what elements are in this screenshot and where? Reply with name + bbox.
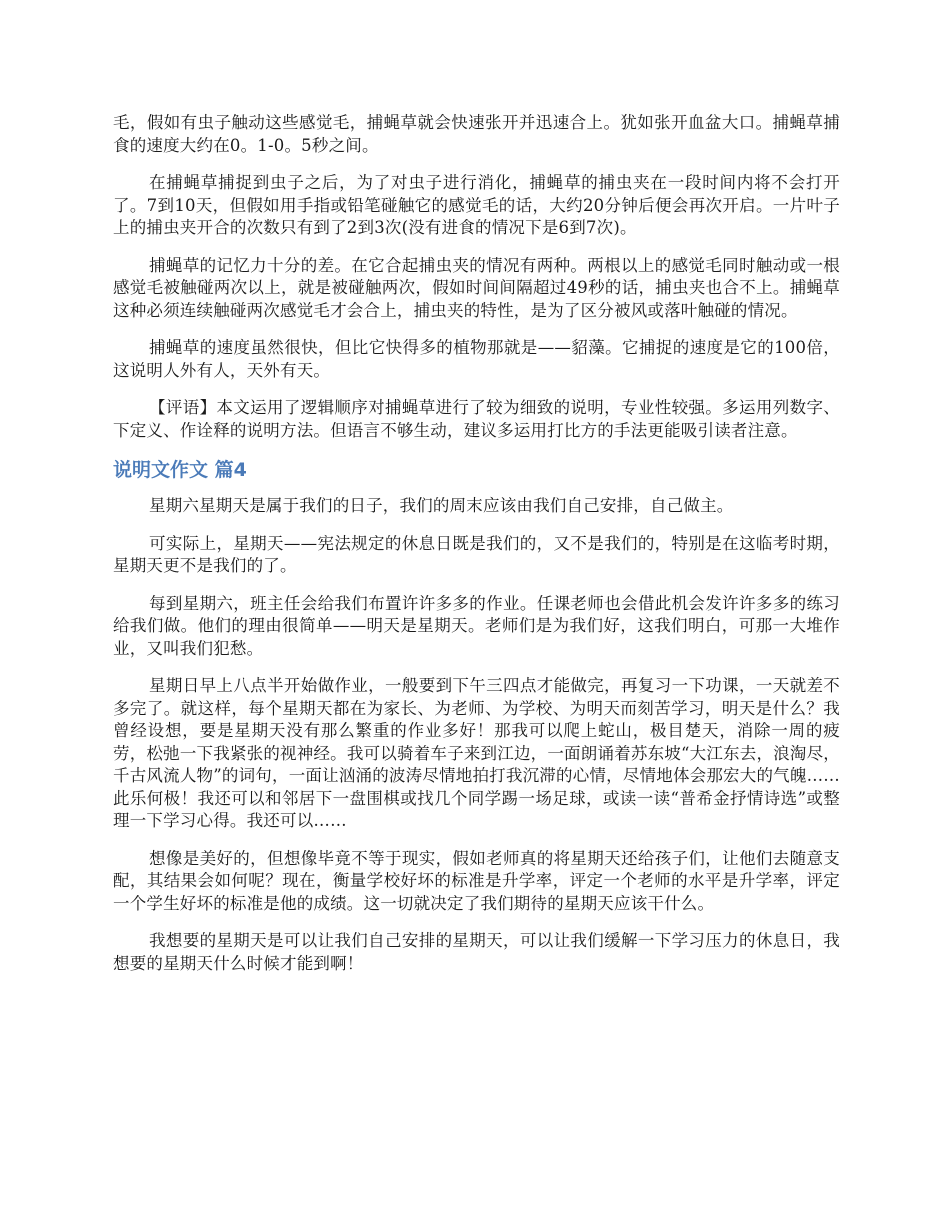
comment-paragraph: 【评语】本文运用了逻辑顺序对捕蝇草进行了较为细致的说明，专业性较强。多运用列数字、下定义、作诠释的说明方法。但语言不够生动，建议多运用打比方的手法更能吸引读者注意。 bbox=[113, 398, 840, 440]
paragraph: 星期日早上八点半开始做作业，一般要到下午三四点才能做完，再复习一下功课，一天就差不多完了。就这样，每个星期天都在为家长、为老师、为学校、为明天而刻苦学习，明天是什么？我曾经设想，要是星期天没有那么繁重的作业多好！那我可以爬上蛇山，极目楚天，消除一周的疲劳，松弛一下我紧张的视神经。我可以骑着车子来到江边，一面朗诵着苏东坡“大江东去，浪淘尽，千古风流人物”的词句，一面让汹涌的波涛尽情地拍打我沉滞的心情，尽情地体会那宏大的气魄……此乐何极！我还可以和邻居下一盘围棋或找几个同学踢一场足球，或读一读“普希金抒情诗选”或整理一下学习心得。我还可以…… bbox=[113, 676, 840, 830]
paragraph: 星期六星期天是属于我们的日子，我们的周末应该由我们自己安排，自己做主。 bbox=[149, 496, 734, 515]
document-body bbox=[113, 112, 840, 990]
paragraph: 捕蝇草的速度虽然很快，但比它快得多的植物那就是——貂藻。它捕捉的速度是它的100倍，这说明人外有人，天外有天。 bbox=[113, 338, 840, 380]
paragraph: 我想要的星期天是可以让我们自己安排的星期天，可以让我们缓解一下学习压力的休息日，我想要的星期天什么时候才能到啊！ bbox=[113, 931, 840, 973]
paragraph: 毛，假如有虫子触动这些感觉毛，捕蝇草就会快速张开并迅速合上。犹如张开血盆大口。捕蝇草捕食的速度大约在0。1-0。5秒之间。 bbox=[113, 113, 840, 155]
paragraph: 每到星期六，班主任会给我们布置许许多多的作业。任课老师也会借此机会发许许多多的练习给我们做。他们的理由很简单——明天是星期天。老师们是为我们好，这我们明白，可那一大堆作业，又叫我们犯愁。 bbox=[113, 593, 840, 658]
section-heading: 说明文作文 篇4 bbox=[113, 459, 247, 481]
paragraph: 捕蝇草的记忆力十分的差。在它合起捕虫夹的情况有两种。两根以上的感觉毛同时触动或一根感觉毛被触碰两次以上，就是被碰触两次，假如时间间隔超过49秒的话，捕虫夹也合不上。捕蝇草这种必须连续触碰两次感觉毛才会合上，捕虫夹的特性，是为了区分被风或落叶触碰的情况。 bbox=[113, 255, 840, 320]
paragraph: 想像是美好的，但想像毕竟不等于现实，假如老师真的将星期天还给孩子们，让他们去随意支配，其结果会如何呢？现在，衡量学校好坏的标准是升学率，评定一个老师的水平是升学率，评定一个学生好坏的标准是他的成绩。这一切就决定了我们期待的星期天应该干什么。 bbox=[113, 848, 840, 913]
paragraph: 可实际上，星期天——宪法规定的休息日既是我们的，又不是我们的，特别是在这临考时期，星期天更不是我们的了。 bbox=[113, 533, 840, 575]
paragraph: 在捕蝇草捕捉到虫子之后，为了对虫子进行消化，捕蝇草的捕虫夹在一段时间内将不会打开了。7到10天，但假如用手指或铅笔碰触它的感觉毛的话，大约20分钟后便会再次开启。一片叶子上的捕虫夹开合的次数只有到了2到3次(没有进食的情况下是6到7次)。 bbox=[113, 173, 840, 237]
